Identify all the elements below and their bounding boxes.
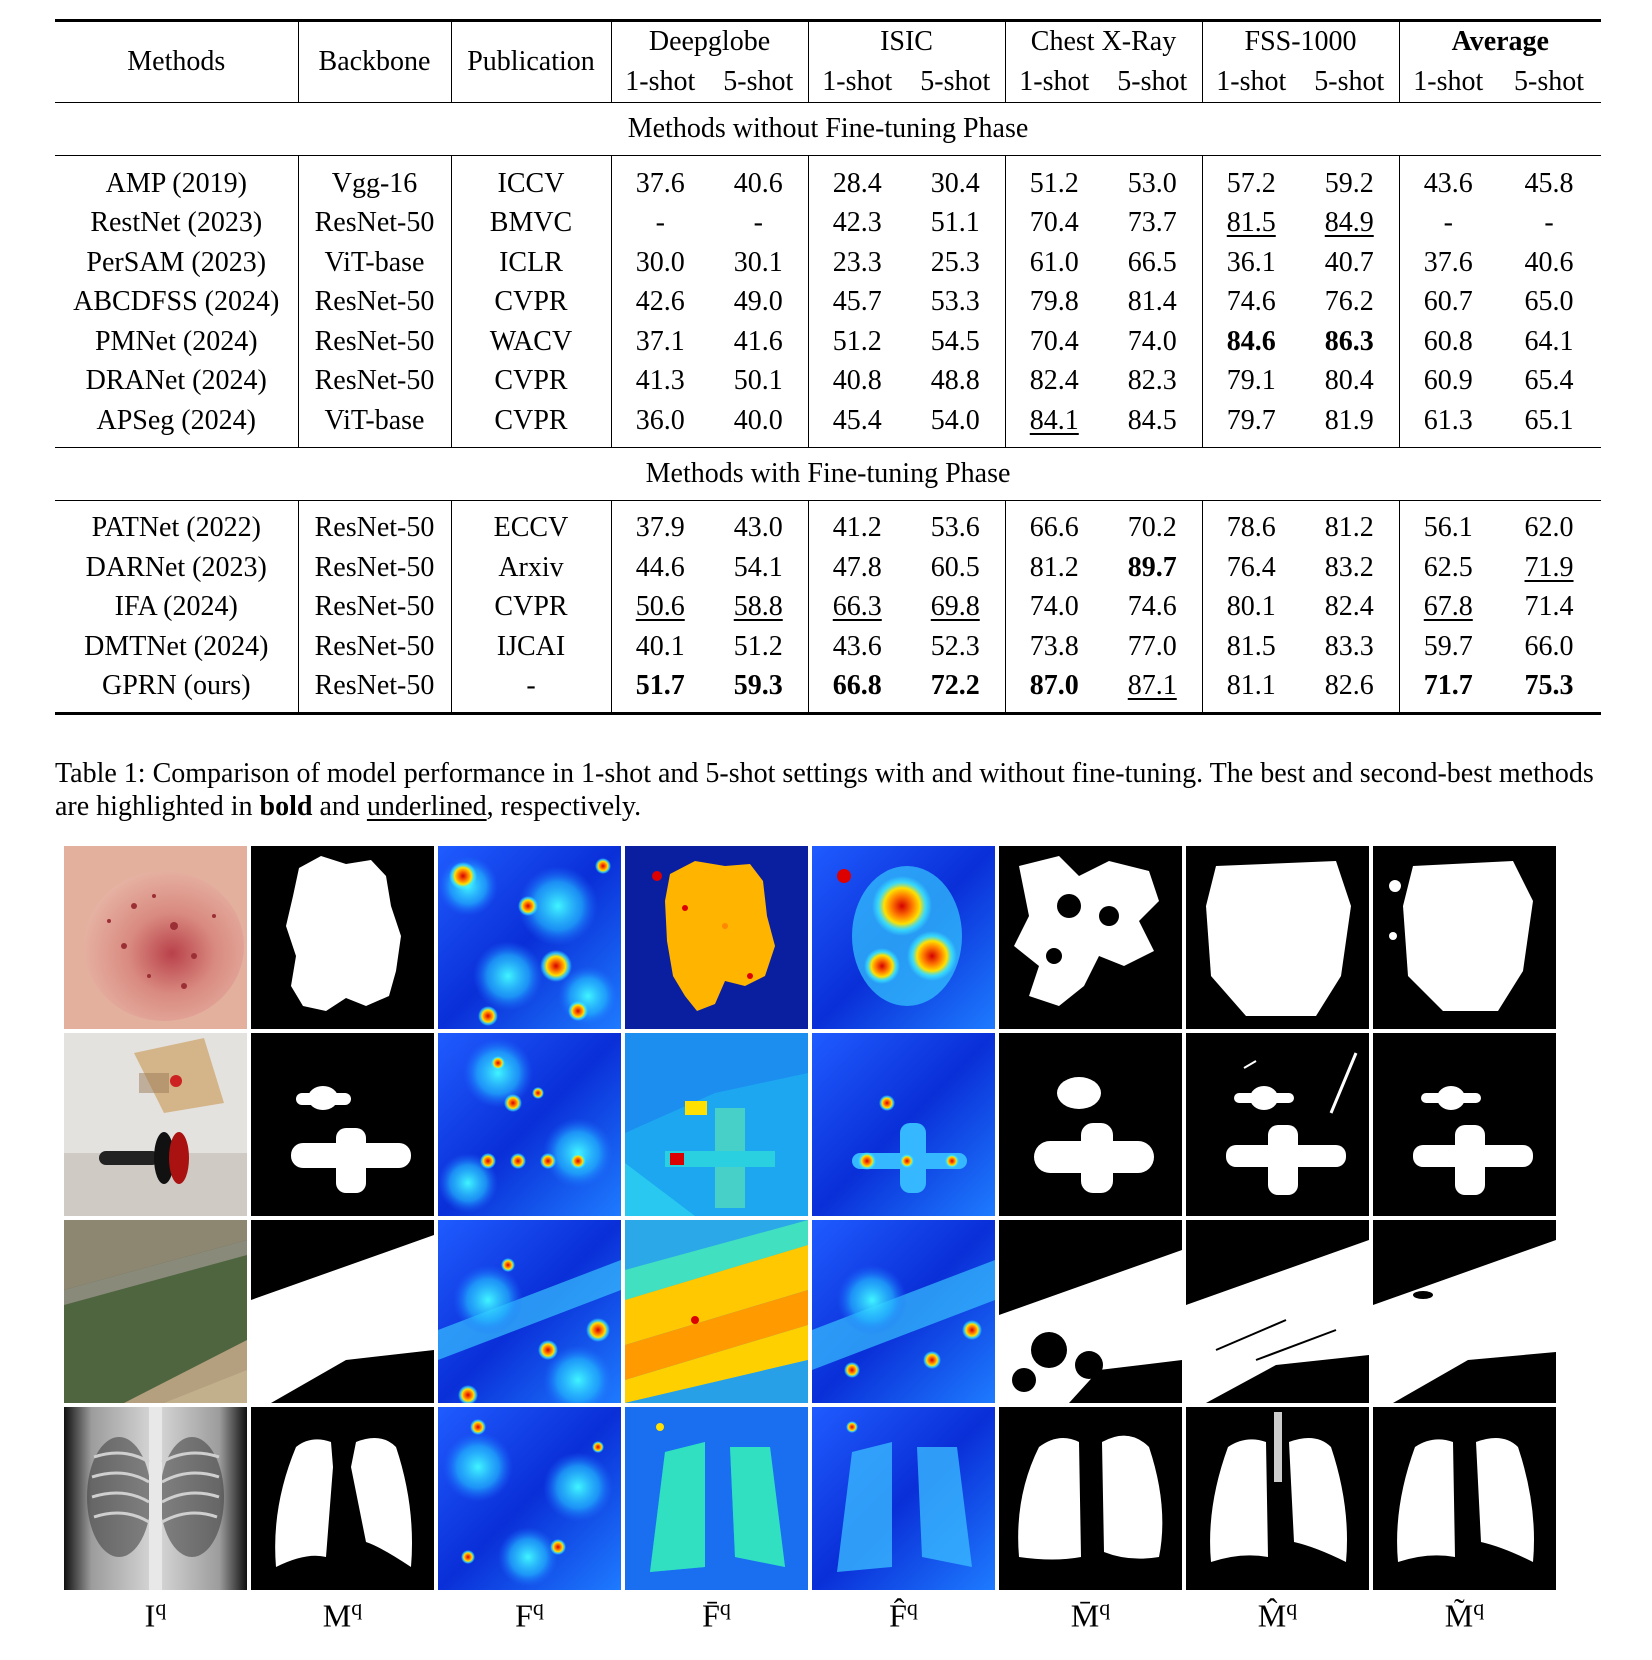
pred-mask-hat-skin-lesion: [1186, 846, 1369, 1029]
cell-publication: CVPR: [451, 283, 611, 323]
cell-value: 76.2: [1324, 286, 1374, 318]
pred-mask-hat-satellite: [1186, 1220, 1369, 1403]
cell-value: 89.7: [1127, 551, 1177, 583]
cell-method: APSeg (2024): [96, 404, 256, 436]
cell-backbone: ResNet-50: [298, 548, 451, 588]
cell-value: 40.6: [1524, 246, 1574, 278]
cell-value: 54.5: [930, 325, 980, 357]
cell-value: 83.3: [1324, 630, 1374, 662]
cell-publication: CVPR: [451, 362, 611, 402]
cell-value: 40.8: [808, 362, 906, 402]
header-average: Average: [1399, 21, 1601, 63]
header-1-shot: 1-shot: [1005, 62, 1103, 103]
cell-value: 40.6: [733, 167, 783, 199]
header-publication: Publication: [451, 21, 611, 103]
cell-value: 79.1: [1202, 362, 1300, 402]
header-1-shot: 1-shot: [611, 62, 709, 103]
query-image-satellite: [64, 1220, 247, 1403]
column-label-mask-bar: M̄$^q$: [1070, 1595, 1111, 1634]
header-1-shot: 1-shot: [808, 62, 906, 103]
table-row: [55, 667, 1601, 714]
pred-mask-bar-satellite: [999, 1220, 1182, 1403]
cell-method: ABCDFSS (2024): [73, 286, 280, 318]
cell-value: 23.3: [808, 243, 906, 283]
cell-value: 51.7: [611, 667, 709, 714]
cell-value: 57.2: [1202, 156, 1300, 204]
header-dataset-chest-xray: Chest X-Ray: [1005, 21, 1202, 63]
cell-value: 56.1: [1399, 500, 1497, 548]
cell-value: 79.7: [1202, 401, 1300, 447]
cell-value: 86.3: [1324, 325, 1374, 357]
feature-map-hat-skin-lesion: [812, 846, 995, 1029]
pred-mask-tilde-ab-roller: [1373, 1033, 1556, 1216]
caption-bold-word: bold: [259, 791, 313, 822]
cell-value: 51.2: [733, 630, 783, 662]
cell-value: 82.4: [1005, 362, 1103, 402]
cell-value: 66.5: [1127, 246, 1177, 278]
cell-value: 49.0: [733, 286, 783, 318]
cell-method: GPRN (ours): [55, 667, 298, 714]
cell-value: 82.3: [1127, 365, 1177, 397]
table-row: [55, 204, 1601, 244]
cell-value: 37.9: [611, 500, 709, 548]
pred-mask-tilde-skin-lesion: [1373, 846, 1556, 1029]
cell-value: 40.7: [1324, 246, 1374, 278]
underlined-value: 87.1: [1127, 670, 1177, 702]
query-image-skin-lesion: [64, 846, 247, 1029]
header-backbone: Backbone: [298, 21, 451, 103]
underlined-value: 81.5: [1226, 207, 1276, 239]
section-with-finetuning: Methods with Fine-tuning Phase: [55, 447, 1601, 500]
cell-publication: ECCV: [451, 500, 611, 548]
section-without-finetuning: Methods without Fine-tuning Phase: [55, 103, 1601, 156]
cell-value: 70.2: [1127, 512, 1177, 544]
pred-mask-hat-ab-roller: [1186, 1033, 1369, 1216]
caption-underlined-word: underlined: [366, 791, 487, 822]
cell-value: 81.2: [1324, 512, 1374, 544]
table-row: [55, 401, 1601, 447]
cell-method: PMNet (2024): [94, 325, 258, 357]
ground-truth-mask-ab-roller: [251, 1033, 434, 1216]
cell-value: 62.0: [1524, 512, 1574, 544]
cell-value: 61.3: [1399, 401, 1497, 447]
cell-value: 30.1: [733, 246, 783, 278]
cell-value: [1399, 588, 1497, 628]
cell-value: -: [753, 207, 763, 239]
results-table: [55, 19, 1600, 715]
cell-value: [1005, 401, 1103, 447]
cell-value: 81.1: [1202, 667, 1300, 714]
underlined-value: 58.8: [733, 591, 783, 623]
cell-value: 72.2: [906, 667, 1005, 714]
cell-value: 75.3: [1497, 667, 1601, 714]
cell-backbone: ResNet-50: [298, 667, 451, 714]
cell-method: DARNet (2023): [85, 551, 267, 583]
cell-publication: ICLR: [451, 243, 611, 283]
cell-backbone: ResNet-50: [298, 322, 451, 362]
cell-value: 65.4: [1524, 365, 1574, 397]
cell-value: 45.4: [808, 401, 906, 447]
cell-value: 74.6: [1127, 591, 1177, 623]
header-5-shot: 5-shot: [1497, 62, 1601, 103]
feature-map-bar-chest-xray: [625, 1407, 808, 1590]
cell-value: 44.6: [611, 548, 709, 588]
cell-publication: CVPR: [451, 401, 611, 447]
pred-mask-bar-ab-roller: [999, 1033, 1182, 1216]
cell-value: 71.7: [1399, 667, 1497, 714]
cell-value: 73.8: [1005, 627, 1103, 667]
cell-value: [1103, 667, 1202, 714]
cell-value: 36.1: [1202, 243, 1300, 283]
table-row: [55, 156, 1601, 204]
cell-value: 53.0: [1127, 167, 1177, 199]
cell-value: [611, 588, 709, 628]
header-methods: Methods: [55, 21, 298, 103]
table-row: [55, 500, 1601, 548]
feature-map-hat-satellite: [812, 1220, 995, 1403]
cell-value: 84.6: [1202, 322, 1300, 362]
cell-backbone: ResNet-50: [298, 500, 451, 548]
cell-publication: ICCV: [451, 156, 611, 204]
cell-value: 25.3: [930, 246, 980, 278]
cell-backbone: ResNet-50: [298, 204, 451, 244]
cell-value: -: [611, 204, 709, 244]
cell-value: 73.7: [1127, 207, 1177, 239]
cell-value: 28.4: [808, 156, 906, 204]
cell-method: AMP (2019): [105, 167, 247, 199]
header-5-shot: 5-shot: [906, 62, 1005, 103]
feature-map-hat-ab-roller: [812, 1033, 995, 1216]
cell-value: 60.7: [1399, 283, 1497, 323]
cell-value: -: [1544, 207, 1554, 239]
cell-value: 65.0: [1524, 286, 1574, 318]
cell-value: 60.8: [1399, 322, 1497, 362]
cell-backbone: Vgg-16: [298, 156, 451, 204]
pred-mask-bar-chest-xray: [999, 1407, 1182, 1590]
table-row: [55, 362, 1601, 402]
underlined-value: 69.8: [930, 591, 980, 623]
cell-value: 59.2: [1324, 167, 1374, 199]
cell-value: 64.1: [1524, 325, 1574, 357]
table-row: [55, 243, 1601, 283]
cell-value: 41.6: [733, 325, 783, 357]
cell-method: DRANet (2024): [85, 365, 267, 397]
cell-value: 66.0: [1524, 630, 1574, 662]
cell-value: 59.3: [709, 667, 808, 714]
caption-and: and: [312, 791, 367, 822]
column-label-feature: $F^q$: [515, 1595, 544, 1634]
cell-backbone: ResNet-50: [298, 362, 451, 402]
pred-mask-hat-chest-xray: [1186, 1407, 1369, 1590]
header-dataset-deepglobe: Deepglobe: [611, 21, 808, 63]
cell-value: 61.0: [1005, 243, 1103, 283]
cell-value: [906, 588, 1005, 628]
pred-mask-tilde-chest-xray: [1373, 1407, 1556, 1590]
cell-value: [709, 588, 808, 628]
cell-value: 77.0: [1127, 630, 1177, 662]
cell-value: 30.4: [930, 167, 980, 199]
cell-value: [808, 588, 906, 628]
cell-value: 43.6: [1399, 156, 1497, 204]
cell-value: 48.8: [930, 365, 980, 397]
table-row: [55, 588, 1601, 628]
feature-map-hat-chest-xray: [812, 1407, 995, 1590]
cell-value: 53.3: [930, 286, 980, 318]
cell-value: 51.2: [808, 322, 906, 362]
comparison-table: [55, 19, 1601, 715]
table-row: [55, 322, 1601, 362]
cell-value: 36.0: [611, 401, 709, 447]
cell-value: 83.2: [1324, 551, 1374, 583]
cell-value: 37.6: [1399, 243, 1497, 283]
underlined-value: 50.6: [635, 591, 685, 623]
underlined-value: 71.9: [1524, 551, 1574, 583]
cell-value: 30.0: [611, 243, 709, 283]
column-label-mask-tilde: M̃$^q$: [1444, 1595, 1485, 1634]
cell-value: 66.8: [808, 667, 906, 714]
table-row: [55, 627, 1601, 667]
pred-mask-tilde-satellite: [1373, 1220, 1556, 1403]
query-image-ab-roller: [64, 1033, 247, 1216]
cell-publication: -: [451, 667, 611, 714]
cell-value: 62.5: [1399, 548, 1497, 588]
cell-value: 71.4: [1524, 591, 1574, 623]
underlined-value: 67.8: [1423, 591, 1473, 623]
cell-value: 80.4: [1324, 365, 1374, 397]
column-label-mask-hat: M̂$^q$: [1257, 1595, 1298, 1634]
cell-publication: BMVC: [451, 204, 611, 244]
cell-method: PerSAM (2023): [86, 246, 267, 278]
cell-publication: IJCAI: [451, 627, 611, 667]
cell-value: 65.1: [1524, 404, 1574, 436]
cell-method: IFA (2024): [114, 591, 238, 623]
cell-backbone: ResNet-50: [298, 627, 451, 667]
cell-backbone: ViT-base: [298, 401, 451, 447]
cell-value: 40.1: [611, 627, 709, 667]
cell-method: DMTNet (2024): [84, 630, 269, 662]
table-row: [55, 283, 1601, 323]
cell-value: 40.0: [733, 404, 783, 436]
feature-map-satellite: [438, 1220, 621, 1403]
ground-truth-mask-chest-xray: [251, 1407, 434, 1590]
cell-value: -: [1399, 204, 1497, 244]
cell-value: [1497, 548, 1601, 588]
cell-value: 81.9: [1324, 404, 1374, 436]
underlined-value: 84.9: [1324, 207, 1374, 239]
cell-value: 70.4: [1005, 204, 1103, 244]
cell-value: 70.4: [1005, 322, 1103, 362]
cell-value: 81.5: [1202, 627, 1300, 667]
table-caption: [55, 757, 1605, 823]
cell-value: [1300, 204, 1399, 244]
cell-value: 82.6: [1300, 667, 1399, 714]
feature-map-bar-ab-roller: [625, 1033, 808, 1216]
cell-value: 87.0: [1005, 667, 1103, 714]
cell-value: 81.4: [1127, 286, 1177, 318]
cell-value: 54.0: [930, 404, 980, 436]
cell-value: 51.2: [1005, 156, 1103, 204]
cell-value: 59.7: [1399, 627, 1497, 667]
table-body-without-finetuning: [55, 156, 1601, 448]
cell-value: 51.1: [930, 207, 980, 239]
header-dataset-fss1000: FSS-1000: [1202, 21, 1399, 63]
cell-value: 45.7: [808, 283, 906, 323]
feature-map-ab-roller: [438, 1033, 621, 1216]
cell-value: 37.6: [611, 156, 709, 204]
cell-value: 60.5: [930, 551, 980, 583]
cell-value: 76.4: [1202, 548, 1300, 588]
cell-value: 41.2: [808, 500, 906, 548]
cell-value: 42.3: [808, 204, 906, 244]
cell-value: 41.3: [611, 362, 709, 402]
table-body-with-finetuning: [55, 500, 1601, 714]
pred-mask-bar-skin-lesion: [999, 846, 1182, 1029]
cell-value: 79.8: [1005, 283, 1103, 323]
ground-truth-mask-skin-lesion: [251, 846, 434, 1029]
cell-value: 84.5: [1127, 404, 1177, 436]
cell-value: 60.9: [1399, 362, 1497, 402]
cell-value: 50.1: [733, 365, 783, 397]
feature-map-chest-xray: [438, 1407, 621, 1590]
column-label-feature-hat: F̂$^q$: [889, 1595, 918, 1634]
cell-value: 66.6: [1005, 500, 1103, 548]
caption-text-1: Table 1: Comparison of model performance in 1-shot and 5-shot settings with and without fine-tuning. The best and second-best methods are highlighted in: [55, 758, 1594, 822]
column-label-gt-mask: $M^q$: [322, 1595, 363, 1634]
header-5-shot: 5-shot: [1103, 62, 1202, 103]
cell-publication: CVPR: [451, 588, 611, 628]
cell-value: 80.1: [1202, 588, 1300, 628]
header-1-shot: 1-shot: [1202, 62, 1300, 103]
cell-backbone: ResNet-50: [298, 588, 451, 628]
cell-value: 81.2: [1005, 548, 1103, 588]
query-image-chest-xray: [64, 1407, 247, 1590]
cell-value: 74.0: [1127, 325, 1177, 357]
cell-value: 78.6: [1202, 500, 1300, 548]
header-5-shot: 5-shot: [709, 62, 808, 103]
cell-value: 82.4: [1324, 591, 1374, 623]
cell-backbone: ViT-base: [298, 243, 451, 283]
header-5-shot: 5-shot: [1300, 62, 1399, 103]
feature-map-skin-lesion: [438, 846, 621, 1029]
ground-truth-mask-satellite: [251, 1220, 434, 1403]
cell-value: 53.6: [930, 512, 980, 544]
feature-map-bar-satellite: [625, 1220, 808, 1403]
column-label-feature-bar: F̄$^q$: [702, 1595, 731, 1634]
cell-value: 47.8: [808, 548, 906, 588]
cell-publication: WACV: [451, 322, 611, 362]
cell-method: RestNet (2023): [90, 207, 263, 239]
cell-method: PATNet (2022): [91, 512, 261, 544]
cell-value: 42.6: [611, 283, 709, 323]
table-row: [55, 548, 1601, 588]
header-dataset-isic: ISIC: [808, 21, 1005, 63]
cell-value: 45.8: [1524, 167, 1574, 199]
cell-value: 43.6: [808, 627, 906, 667]
cell-publication: Arxiv: [451, 548, 611, 588]
cell-value: 74.0: [1005, 588, 1103, 628]
underlined-value: 66.3: [832, 591, 882, 623]
cell-value: 52.3: [930, 630, 980, 662]
caption-text-2: , respectively.: [486, 791, 642, 822]
cell-value: [1202, 204, 1300, 244]
cell-value: 54.1: [733, 551, 783, 583]
header-1-shot: 1-shot: [1399, 62, 1497, 103]
feature-map-bar-skin-lesion: [625, 846, 808, 1029]
underlined-value: 84.1: [1029, 404, 1079, 436]
cell-backbone: ResNet-50: [298, 283, 451, 323]
cell-value: 74.6: [1202, 283, 1300, 323]
column-label-query-image: $I^q$: [144, 1595, 167, 1634]
cell-value: 37.1: [611, 322, 709, 362]
cell-value: 43.0: [733, 512, 783, 544]
